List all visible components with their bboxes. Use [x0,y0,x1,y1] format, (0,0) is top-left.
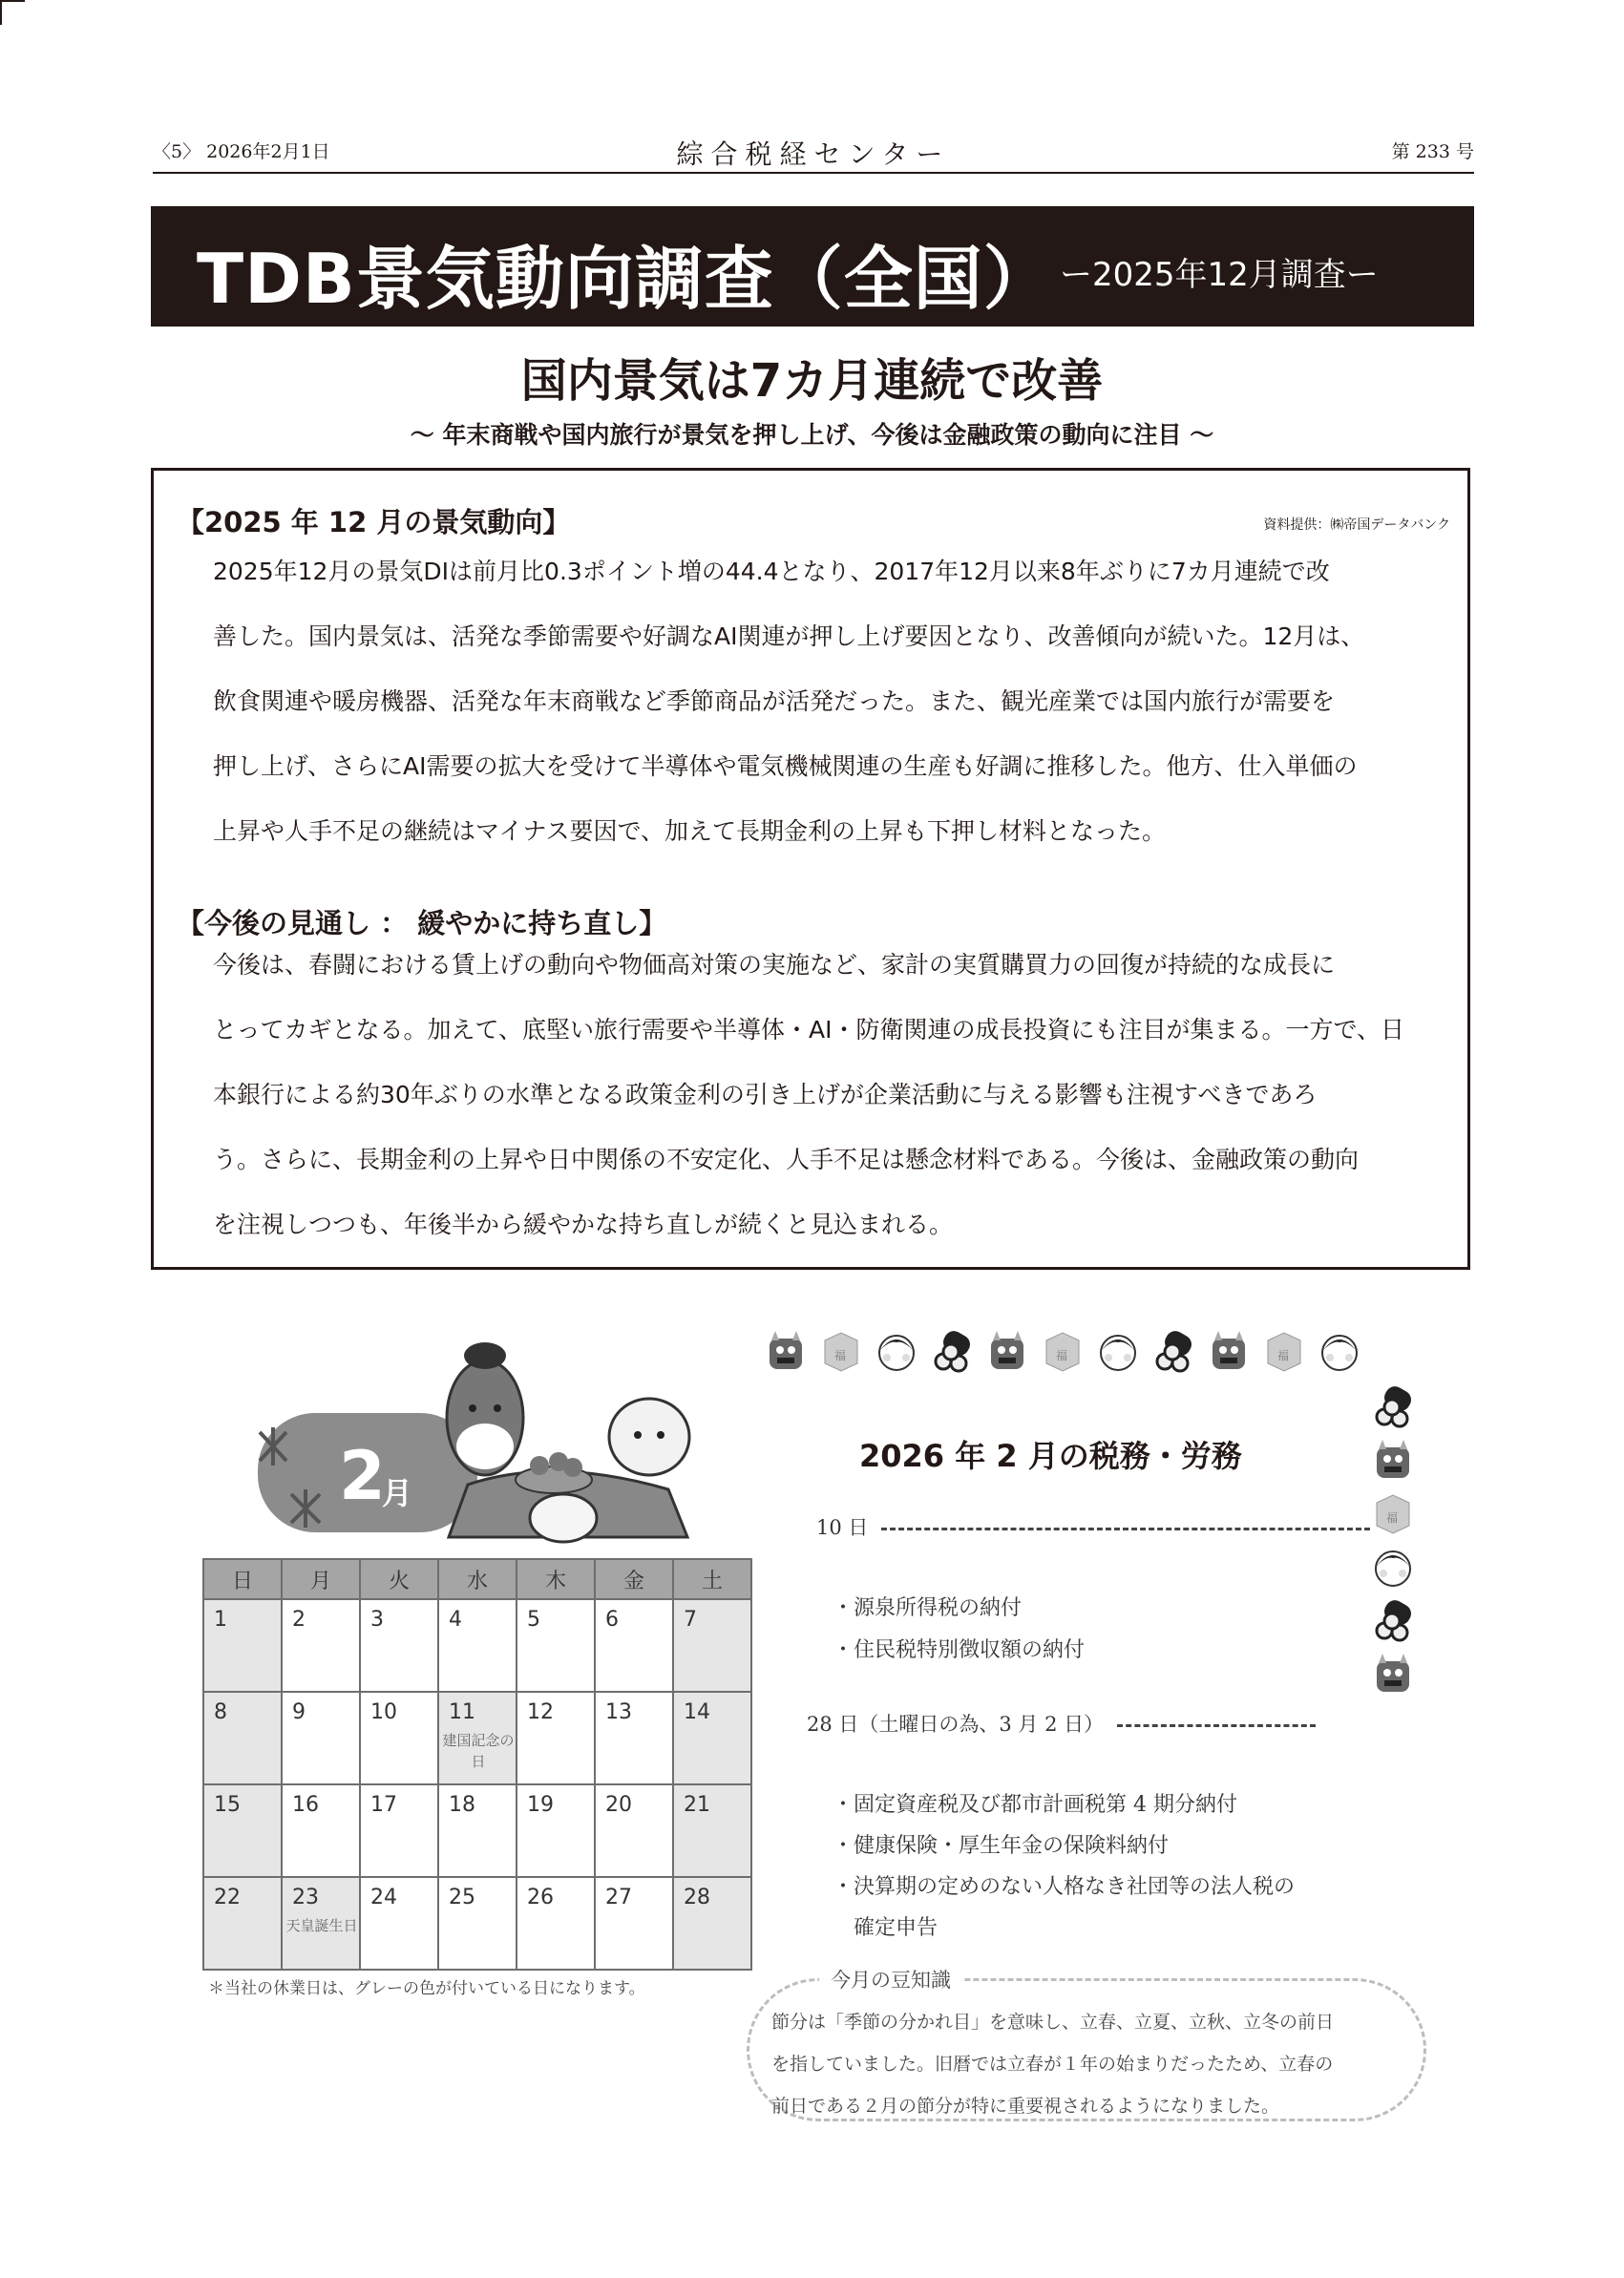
calendar-day [438,1599,517,1692]
calendar-day [517,1692,595,1784]
day-number: 19 [527,1793,554,1817]
schedule-title: 2026 年 2 月の税務・労務 [859,1438,1242,1474]
schedule-date-28 [807,1709,1316,1738]
trivia-title: 今月の豆知識 [819,1965,962,1993]
month-number: 2 [339,1437,386,1515]
banner-title: TDB景気動向調査（全国） [197,239,1053,319]
page-header [153,134,1474,174]
oni-icon [764,1329,808,1373]
calendar-day [360,1599,438,1692]
february-illustration [239,1322,735,1547]
calendar-day-off [203,1599,282,1692]
day-number: 2 [292,1608,306,1632]
oni-icon [985,1329,1029,1373]
body-line: 善した。国内景気は、活発な季節需要や好調なAI関連が押し上げ要因となり、改善傾向が続いた。12月は、 [213,622,1365,650]
day-number: 13 [605,1700,632,1724]
calendar-day [282,1692,360,1784]
calendar-day-off [673,1599,751,1692]
day-number: 8 [214,1700,227,1724]
calendar-day-off [203,1784,282,1877]
ehomaki-icon [930,1329,974,1373]
body-line: 本銀行による約30年ぶりの水準となる政策金利の引き上げが企業活動に与える影響も注視すべきであろ [213,1081,1318,1108]
calendar-day-off [673,1692,751,1784]
body-line: とってカギとなる。加えて、底堅い旅行需要や半導体・AI・防衛関連の成長投資にも注目が集まる。一方で、日 [213,1016,1404,1044]
issue-number: 第 233 号 [1391,141,1474,162]
ehomaki-icon [1151,1329,1195,1373]
svg-text:福: 福 [1056,1349,1068,1362]
holiday-label: 建国記念の日 [442,1732,515,1770]
calendar-day-off [203,1877,282,1970]
schedule-item: ・源泉所得税の納付 [833,1596,1023,1620]
title-banner [151,206,1474,327]
calendar-day [360,1877,438,1970]
day-number: 11 [449,1700,475,1724]
weekday-fri: 金 [595,1559,673,1599]
holiday-label: 天皇誕生日 [285,1917,358,1934]
weekday-tue: 火 [360,1559,438,1599]
day-number: 15 [214,1793,241,1817]
calendar-day-off [673,1784,751,1877]
svg-text:福: 福 [834,1349,847,1362]
publication-name: 綜合税経センター [676,138,951,170]
calendar-day [438,1784,517,1877]
horse-character-icon [447,1342,523,1475]
calendar-body [203,1599,751,1970]
oni-icon [1371,1652,1415,1696]
article-box [151,468,1470,1270]
section-body-trend [213,539,1452,864]
day-number: 24 [370,1886,397,1909]
body-line: 飲食関連や暖房機器、活発な年末商戦など季節商品が活発だった。また、観光産業では国内旅行が需要を [213,687,1336,715]
day-number: 28 [684,1886,710,1909]
oni-icon [1207,1329,1251,1373]
schedule-item: ・住民税特別徴収額の納付 [833,1638,1086,1662]
schedule-item: 確定申告 [833,1916,939,1940]
calendar-day [517,1784,595,1877]
day-number: 18 [449,1793,475,1817]
banner-subtitle: ー2025年12月調査ー [1060,256,1379,294]
okame-icon [1318,1329,1361,1373]
dashed-leader [1117,1724,1316,1727]
schedule-item: ・固定資産税及び都市計画税第 4 期分納付 [833,1793,1237,1817]
day-number: 26 [527,1886,554,1909]
day-number: 6 [605,1608,619,1632]
day-number: 5 [527,1608,540,1632]
okame-icon [1371,1545,1415,1589]
weekday-sun: 日 [203,1559,282,1599]
calendar-day [595,1877,673,1970]
body-line: 2025年12月の景気DIは前月比0.3ポイント増の44.4となり、2017年12月以来8年ぶりに7カ月連続で改 [213,558,1330,585]
day-number: 14 [684,1700,710,1724]
masu-icon [819,1329,863,1373]
setsubun-icon-column [1367,1384,1424,1709]
okame-icon [1096,1329,1140,1373]
body-line: 押し上げ、さらにAI需要の拡大を受けて半導体や電気機械関連の生産も好調に推移した。他方、仕入単価の [213,752,1358,780]
day-number: 9 [292,1700,306,1724]
calendar-day [282,1599,360,1692]
body-line: 今後は、春闘における賃上げの動向や物価高対策の実施など、家計の実質購買力の回復が持続的な成長に [213,951,1336,979]
trivia-line: を指していました。旧暦では立春が１年の始まりだったため、立春の [771,2054,1334,2075]
okame-icon [875,1329,918,1373]
weekday-header-row [203,1559,751,1599]
schedule-date-label: 28 日（土曜日の為、3 月 2 日） [807,1713,1105,1736]
svg-text:福: 福 [1277,1349,1290,1362]
calendar-day-off [673,1877,751,1970]
masu-icon [1371,1491,1415,1535]
day-number: 23 [292,1886,319,1909]
schedule-item: ・決算期の定めのない人格なき社団等の法人税の [833,1875,1296,1899]
schedule-item: ・健康保険・厚生年金の保険料納付 [833,1834,1170,1858]
month-kanji: 月 [382,1475,413,1511]
weekday-mon: 月 [282,1559,360,1599]
schedule-date-10 [816,1512,1370,1541]
calendar-day [438,1877,517,1970]
calendar-table [202,1558,752,1971]
trivia-line: 前日である２月の節分が特に重要視されるようになりました。 [771,2096,1280,2117]
weekday-wed: 水 [438,1559,517,1599]
trivia-text [771,2001,1421,2127]
calendar-day-off [282,1877,360,1970]
day-number: 4 [449,1608,462,1632]
calendar-day [595,1599,673,1692]
holiday-note: ＊当社の休業日は、グレーの色が付いている日になります。 [208,1979,645,1998]
calendar-day [595,1784,673,1877]
section-title-outlook: 【今後の見通し ： 緩やかに持ち直し】 [177,907,667,939]
source-credit: 資料提供：㈱帝国データバンク [1263,517,1450,533]
schedule-date-label: 10 日 [816,1516,869,1539]
calendar-day [595,1692,673,1784]
setsubun-icon-row [764,1327,1451,1377]
calendar-week-row [203,1599,751,1692]
calendar-day [360,1692,438,1784]
calendar-week-row [203,1692,751,1784]
oni-icon [1371,1438,1415,1482]
day-number: 12 [527,1700,554,1724]
day-number: 17 [370,1793,397,1817]
day-number: 1 [214,1608,227,1632]
svg-text:福: 福 [1386,1511,1399,1525]
day-number: 7 [684,1608,697,1632]
page-date: 〈5〉 2026年2月1日 [153,141,330,162]
day-number: 10 [370,1700,397,1724]
body-line: う。さらに、長期金利の上昇や日中関係の不安定化、人手不足は懸念材料である。今後は、金融政策の動向 [213,1146,1360,1173]
headline: 国内景気は7カ月連続で改善 [520,354,1104,408]
calendar-day-off [438,1692,517,1784]
crop-mark [0,0,25,25]
subheadline: 〜 年末商戦や国内旅行が景気を押し上げ、今後は金融政策の動向に注目 〜 [410,421,1214,449]
day-number: 25 [449,1886,475,1909]
calendar-week-row [203,1784,751,1877]
calendar-day [517,1599,595,1692]
day-number: 22 [214,1886,241,1909]
day-number: 21 [684,1793,710,1817]
masu-icon [1262,1329,1306,1373]
section-title-trend: 【2025 年 12 月の景気動向】 [177,506,571,538]
day-number: 3 [370,1608,384,1632]
ehomaki-icon [1371,1384,1415,1428]
weekday-sat: 土 [673,1559,751,1599]
section-body-outlook [213,933,1452,1257]
calendar-day [360,1784,438,1877]
calendar-day-off [203,1692,282,1784]
calendar-week-row [203,1877,751,1970]
day-number: 27 [605,1886,632,1909]
body-line: 上昇や人手不足の継続はマイナス要因で、加えて長期金利の上昇も下押し材料となった。 [213,817,1167,845]
calendar-day [517,1877,595,1970]
masu-icon [1041,1329,1085,1373]
ehomaki-icon [1371,1598,1415,1642]
trivia-line: 節分は「季節の分かれ目」を意味し、立春、立夏、立秋、立冬の前日 [771,2012,1335,2033]
weekday-thu: 木 [517,1559,595,1599]
body-line: を注視しつつも、年後半から緩やかな持ち直しが続くと見込まれる。 [213,1211,954,1238]
calendar-day [282,1784,360,1877]
dashed-leader [881,1528,1370,1530]
day-number: 20 [605,1793,632,1817]
day-number: 16 [292,1793,319,1817]
